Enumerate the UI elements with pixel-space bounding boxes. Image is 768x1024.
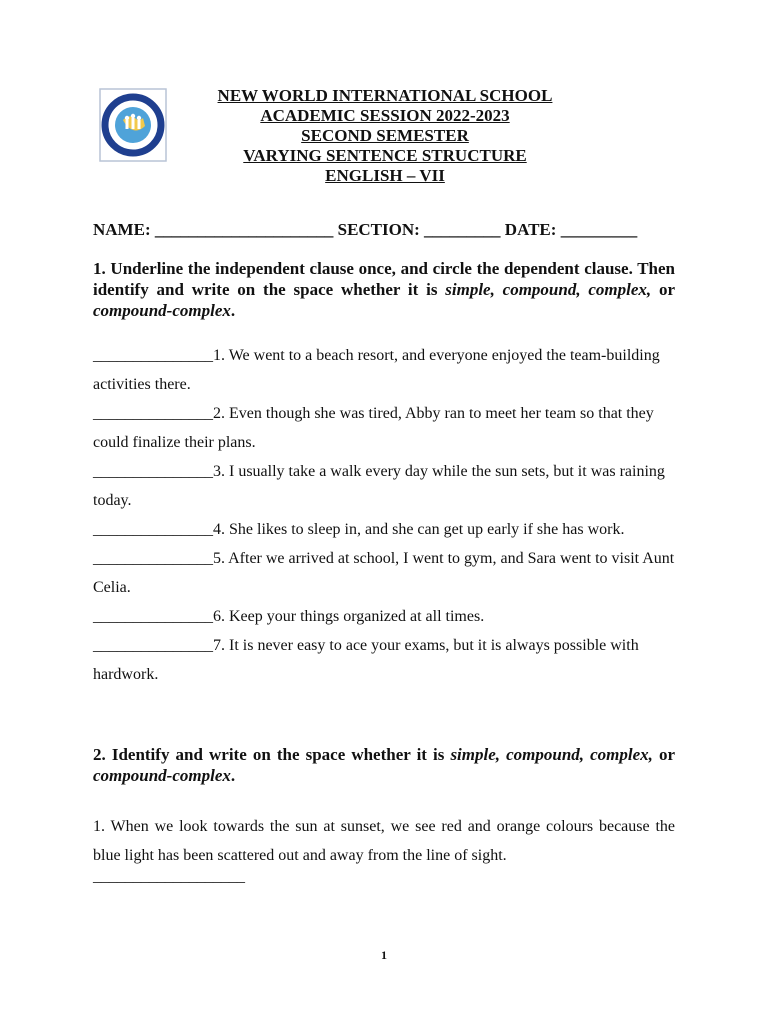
q1-last-option: compound-complex bbox=[93, 301, 231, 320]
worksheet-topic: VARYING SENTENCE STRUCTURE bbox=[243, 146, 527, 165]
list-item bbox=[93, 399, 675, 457]
name-blank[interactable]: _____________________ bbox=[154, 220, 334, 239]
school-logo bbox=[99, 88, 167, 162]
answer-blank[interactable]: _______________ bbox=[93, 405, 213, 422]
page-number: 1 bbox=[381, 948, 387, 962]
list-item bbox=[93, 515, 675, 544]
date-label: DATE: bbox=[504, 220, 557, 239]
list-item bbox=[93, 457, 675, 515]
q1-end: . bbox=[230, 301, 236, 320]
q2-last-option: compound-complex bbox=[93, 766, 231, 785]
q2-options: simple, compound, complex, bbox=[450, 745, 653, 764]
name-label: NAME: bbox=[93, 220, 151, 239]
sentence-text: 1. We went to a beach resort, and everyone enjoyed the team-building activities there. bbox=[93, 347, 660, 393]
school-name: NEW WORLD INTERNATIONAL SCHOOL bbox=[217, 86, 553, 105]
section-blank[interactable]: _________ bbox=[424, 220, 501, 239]
sentence-text: 7. It is never easy to ace your exams, but it is always possible with hardwork. bbox=[93, 637, 639, 683]
sentence-text: 4. She likes to sleep in, and she can get up early if she has work. bbox=[213, 521, 625, 538]
section-label: SECTION: bbox=[337, 220, 420, 239]
q1-or: or bbox=[651, 280, 676, 299]
q1-text: 1. Underline the independent clause once, and circle the dependent clause. Then identify and write on the space whether it is bbox=[93, 259, 675, 299]
list-item bbox=[93, 602, 675, 631]
q2-or: or bbox=[652, 745, 676, 764]
sentence-text: 2. Even though she was tired, Abby ran to meet her team so that they could finalize their plans. bbox=[93, 405, 654, 451]
answer-blank[interactable]: _______________ bbox=[93, 347, 213, 364]
sentence-text: 5. After we arrived at school, I went to gym, and Sara went to visit Aunt Celia. bbox=[93, 550, 675, 596]
q1-options: simple, compound, complex, bbox=[445, 280, 652, 299]
question-1-instructions bbox=[93, 258, 675, 321]
list-item bbox=[93, 544, 675, 602]
semester: SECOND SEMESTER bbox=[301, 126, 469, 145]
academic-session: ACADEMIC SESSION 2022-2023 bbox=[260, 106, 510, 125]
subject-grade: ENGLISH – VII bbox=[325, 166, 445, 185]
question-2-item-1: 1. When we look towards the sun at sunset, we see red and orange colours because the blue light has been scattered out and away from the line of sight. bbox=[93, 818, 675, 864]
question-1-items bbox=[93, 341, 675, 689]
q2-end: . bbox=[230, 766, 236, 785]
student-info-line bbox=[93, 220, 637, 240]
q2-text: 2. Identify and write on the space whether it is bbox=[93, 745, 451, 764]
sentence-text: 3. I usually take a walk every day while the sun sets, but it was raining today. bbox=[93, 463, 665, 509]
answer-blank[interactable]: ___________________ bbox=[93, 868, 245, 885]
answer-blank[interactable]: _______________ bbox=[93, 550, 213, 567]
question-2-instructions bbox=[93, 744, 675, 786]
date-blank[interactable]: _________ bbox=[560, 220, 638, 239]
worksheet-header bbox=[170, 86, 600, 186]
answer-blank[interactable]: _______________ bbox=[93, 608, 213, 625]
answer-blank[interactable]: _______________ bbox=[93, 521, 213, 538]
list-item bbox=[93, 341, 675, 399]
answer-blank[interactable]: _______________ bbox=[93, 463, 213, 480]
answer-blank[interactable]: _______________ bbox=[93, 637, 213, 654]
sentence-text: 6. Keep your things organized at all times. bbox=[213, 608, 485, 625]
list-item bbox=[93, 631, 675, 689]
